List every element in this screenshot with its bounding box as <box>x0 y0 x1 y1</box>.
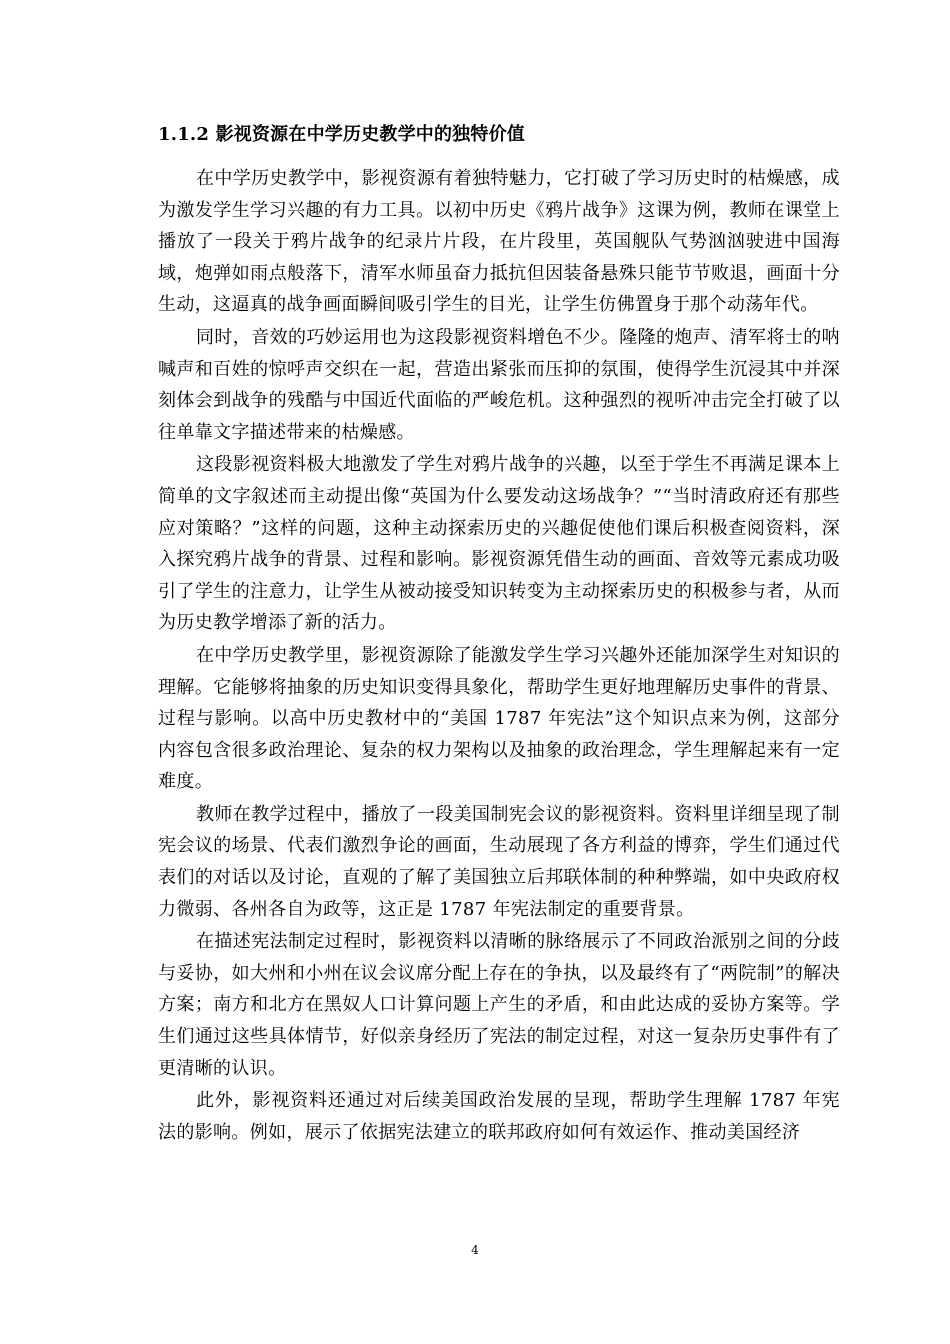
paragraph: 这段影视资料极大地激发了学生对鸦片战争的兴趣，以至于学生不再满足课本上简单的文字叙述而主动提出像“英国为什么要发动这场战争？”“当时清政府还有那些应对策略？”这样的问题，这种主动探索历史的兴趣促使他们课后积极查阅资料，深入探究鸦片战争的背景、过程和影响。影视资源凭借生动的画面、音效等元素成功吸引了学生的注意力，让学生从被动接受知识转变为主动探索历史的积极参与者，从而为历史教学增添了新的活力。 <box>158 454 840 634</box>
page-number: 4 <box>471 1243 479 1257</box>
paragraph: 此外，影视资料还通过对后续美国政治发展的呈现，帮助学生理解 1787 年宪法的影响。例如，展示了依据宪法建立的联邦政府如何有效运作、推动美国经济 <box>158 1090 840 1143</box>
paragraph: 教师在教学过程中，播放了一段美国制宪会议的影视资料。资料里详细呈现了制宪会议的场景、代表们激烈争论的画面，生动展现了各方利益的博弈，学生们通过代表们的对话以及讨论，直观的了解了美国独立后邦联体制的种种弊端，如中央政府权力微弱、各州各自为政等，这正是 1787 年宪法制定的重要背景。 <box>158 803 840 920</box>
paragraph: 在中学历史教学中，影视资源有着独特魅力，它打破了学习历史时的枯燥感，成为激发学生学习兴趣的有力工具。以初中历史《鸦片战争》这课为例，教师在课堂上播放了一段关于鸦片战争的纪录片片段，在片段里，英国舰队气势汹汹驶进中国海域，炮弹如雨点般落下，清军水师虽奋力抵抗但因装备悬殊只能节节败退，画面十分生动，这逼真的战争画面瞬间吸引学生的目光，让学生仿佛置身于那个动荡年代。 <box>158 168 840 316</box>
paragraph: 同时，音效的巧妙运用也为这段影视资料增色不少。隆隆的炮声、清军将士的呐喊声和百姓的惊呼声交织在一起，营造出紧张而压抑的氛围，使得学生沉浸其中并深刻体会到战争的残酷与中国近代面临的严峻危机。这种强烈的视听冲击完全打破了以往单靠文字描述带来的枯燥感。 <box>158 326 840 443</box>
section-heading: 1.1.2 影视资源在中学历史教学中的独特价值 <box>158 124 525 145</box>
paragraph: 在中学历史教学里，影视资源除了能激发学生学习兴趣外还能加深学生对知识的理解。它能够将抽象的历史知识变得具象化，帮助学生更好地理解历史事件的背景、过程与影响。以高中历史教材中的“美国 1787 年宪法”这个知识点来为例，这部分内容包含很多政治理论、复杂的权力架构以及抽象的政治理念，学生理解起来有一定难度。 <box>158 644 840 793</box>
paragraph: 在描述宪法制定过程时，影视资料以清晰的脉络展示了不同政治派别之间的分歧与妥协，如大州和小州在议会议席分配上存在的争执，以及最终有了“两院制”的解决方案；南方和北方在黑奴人口计算问题上产生的矛盾，和由此达成的妥协方案等。学生们通过这些具体情节，好似亲身经历了宪法的制定过程，对这一复杂历史事件有了更清晰的认识。 <box>158 931 840 1079</box>
page-body <box>158 121 840 1149</box>
